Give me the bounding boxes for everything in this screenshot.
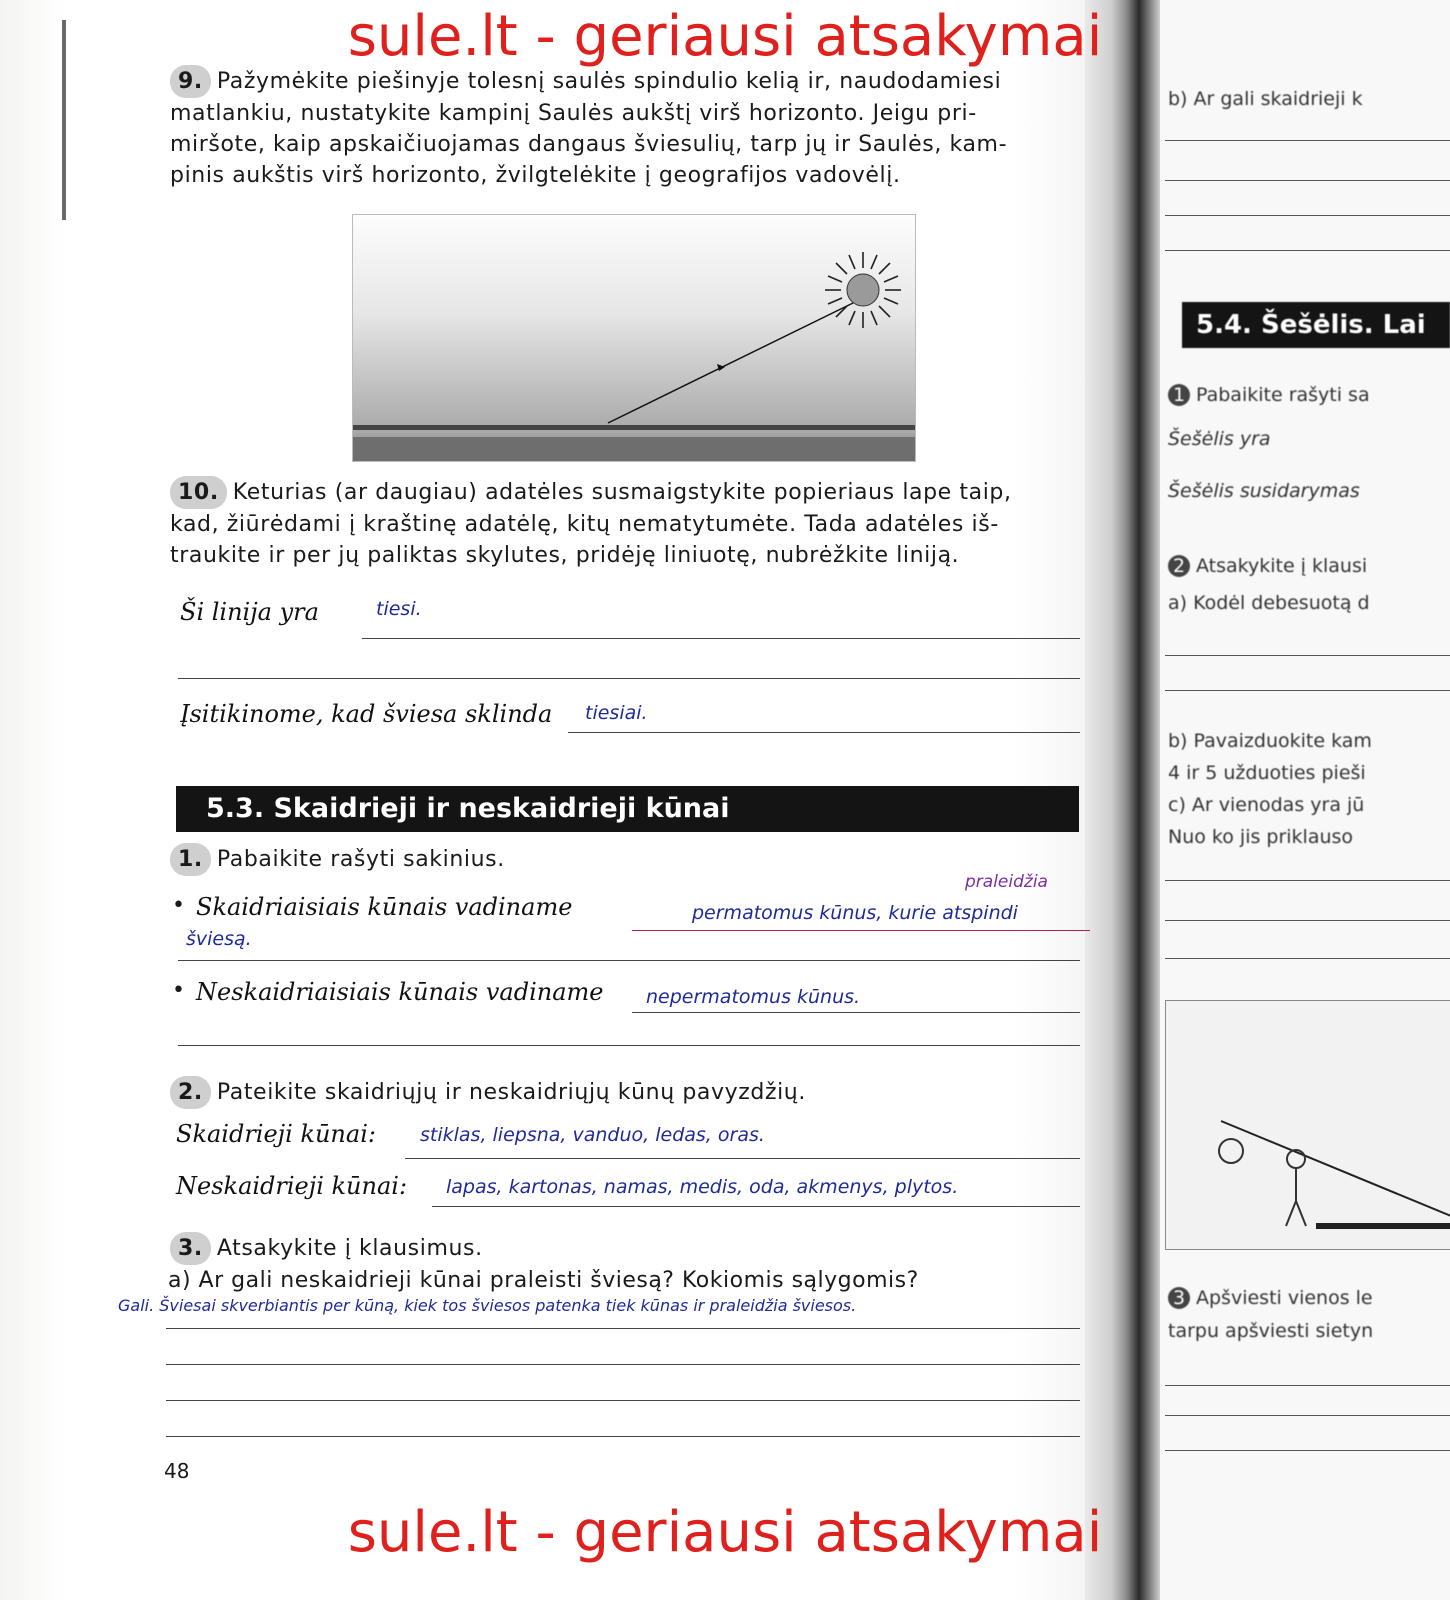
- answer-line: [178, 1045, 1080, 1046]
- task-text: traukite ir per jų paliktas skylutes, pridėję liniuotę, nubrėžkite liniją.: [170, 543, 960, 568]
- task-text: Atsakykite į klausimus.: [216, 1236, 483, 1261]
- handwritten-answer: tiesiai.: [585, 702, 648, 724]
- bullet: •: [172, 978, 185, 1003]
- sun-ray-figure: [352, 214, 916, 462]
- task-number: 10.: [170, 476, 227, 509]
- task-text: Keturias (ar daugiau) adatėles susmaigstykite popieriaus lape taip,: [232, 480, 1012, 505]
- task-number: 9.: [170, 65, 211, 98]
- answer-line: [166, 1328, 1080, 1329]
- bullet: •: [172, 893, 185, 918]
- right-text: tarpu apšviesti sietyn: [1168, 1320, 1374, 1342]
- answer-line: [1165, 655, 1450, 656]
- right-prompt: Šešėlis susidarymas: [1168, 480, 1360, 502]
- task-9: [170, 65, 1080, 191]
- task-1: [170, 843, 1080, 876]
- watermark-top: sule.lt - geriausi atsakymai: [347, 4, 1103, 69]
- task-10: [170, 476, 1080, 571]
- task-text: Pateikite skaidriųjų ir neskaidriųjų kūnų pavyzdžių.: [216, 1080, 806, 1105]
- right-question: c) Ar vienodas yra jū: [1168, 794, 1365, 816]
- shadow-figure: [1165, 1000, 1450, 1250]
- prompt-transparent: Skaidriaisiais kūnais vadiname: [196, 893, 573, 921]
- right-task2: 2 Atsakykite į klausi: [1168, 555, 1367, 577]
- answer-line: [568, 732, 1080, 733]
- right-question: 4 ir 5 užduoties pieši: [1168, 762, 1366, 784]
- answer-line: [178, 678, 1080, 679]
- page-number: 48: [164, 1459, 190, 1483]
- answer-line: [1165, 880, 1450, 881]
- handwritten-answer: nepermatomus kūnus.: [646, 986, 861, 1008]
- handwritten-correction: praleidžia: [965, 872, 1048, 892]
- answer-line: [432, 1206, 1080, 1207]
- answer-line: [178, 960, 1080, 961]
- task-text: Pažymėkite piešinyje tolesnį saulės spindulio kelią ir, naudodamiesi: [216, 69, 1002, 94]
- task-number: 3.: [170, 1232, 211, 1265]
- right-section-heading: 5.4. Šešėlis. Lai: [1182, 302, 1450, 348]
- answer-line: [632, 930, 1090, 931]
- answer-line: [166, 1364, 1080, 1365]
- answer-line: [1165, 958, 1450, 959]
- task-text: Pabaikite rašyti sakinius.: [216, 847, 505, 872]
- answer-line: [1165, 1385, 1450, 1386]
- watermark-bottom: sule.lt - geriausi atsakymai: [347, 1500, 1103, 1565]
- answer-line: [1165, 215, 1450, 216]
- task-text: pinis aukštis virš horizonto, žvilgtelėkite į geografijos vadovėlį.: [170, 163, 901, 188]
- task-3: [170, 1232, 1080, 1265]
- answer-line: [362, 638, 1080, 639]
- prompt-line-is: Ši linija yra: [180, 598, 319, 626]
- task-text: matlankiu, nustatykite kampinį Saulės aukštį virš horizonto. Jeigu pri-: [170, 101, 977, 126]
- right-task1: 1 Pabaikite rašyti sa: [1168, 384, 1370, 406]
- prompt-opaque: Neskaidriaisiais kūnais vadiname: [196, 978, 604, 1006]
- handwritten-answer: Gali. Šviesai skverbiantis per kūną, kiek tos šviesos patenka tiek kūnas ir praleidžia šviesos.: [118, 1296, 857, 1315]
- answer-line: [632, 1012, 1080, 1013]
- prompt-opaque-examples: Neskaidrieji kūnai:: [176, 1172, 408, 1200]
- right-text-b: b) Ar gali skaidrieji k: [1168, 88, 1363, 110]
- answer-line: [166, 1436, 1080, 1437]
- handwritten-answer: šviesą.: [186, 928, 252, 950]
- answer-line: [1165, 920, 1450, 921]
- right-question: b) Pavaizduokite kam: [1168, 730, 1372, 752]
- question-a: a) Ar gali neskaidrieji kūnai praleisti šviesą? Kokiomis sąlygomis?: [168, 1268, 919, 1293]
- task-2: [170, 1076, 1080, 1109]
- prompt-transparent-examples: Skaidrieji kūnai:: [176, 1120, 376, 1148]
- answer-line: [1165, 140, 1450, 141]
- answer-line: [1165, 250, 1450, 251]
- handwritten-answer: lapas, kartonas, namas, medis, oda, akmenys, plytos.: [446, 1176, 959, 1198]
- task-number: 2.: [170, 1076, 211, 1109]
- answer-line: [1165, 690, 1450, 691]
- right-question: Nuo ko jis priklauso: [1168, 826, 1354, 848]
- task-text: miršote, kaip apskaičiuojamas dangaus šviesulių, tarp jų ir Saulės, kam-: [170, 132, 1008, 157]
- prompt-light-travels: Įsitikinome, kad šviesa sklinda: [180, 700, 553, 728]
- handwritten-answer: permatomus kūnus, kurie atspindi: [692, 902, 1018, 924]
- answer-line: [405, 1158, 1080, 1159]
- book-gutter: [1085, 0, 1160, 1600]
- handwritten-answer: stiklas, liepsna, vanduo, ledas, oras.: [420, 1124, 765, 1146]
- right-prompt: Šešėlis yra: [1168, 428, 1271, 450]
- task-number: 1.: [170, 843, 211, 876]
- right-question: a) Kodėl debesuotą d: [1168, 592, 1370, 614]
- section-heading: 5.3. Skaidrieji ir neskaidrieji kūnai: [176, 786, 1079, 832]
- answer-line: [1165, 1415, 1450, 1416]
- answer-line: [166, 1400, 1080, 1401]
- task-text: kad, žiūrėdami į kraštinę adatėlę, kitų nematytumėte. Tada adatėles iš-: [170, 512, 999, 537]
- answer-line: [1165, 180, 1450, 181]
- right-page: [1160, 0, 1450, 1600]
- handwritten-answer: tiesi.: [376, 598, 422, 620]
- right-task3: 3 Apšviesti vienos le: [1168, 1287, 1373, 1309]
- answer-line: [1165, 1450, 1450, 1451]
